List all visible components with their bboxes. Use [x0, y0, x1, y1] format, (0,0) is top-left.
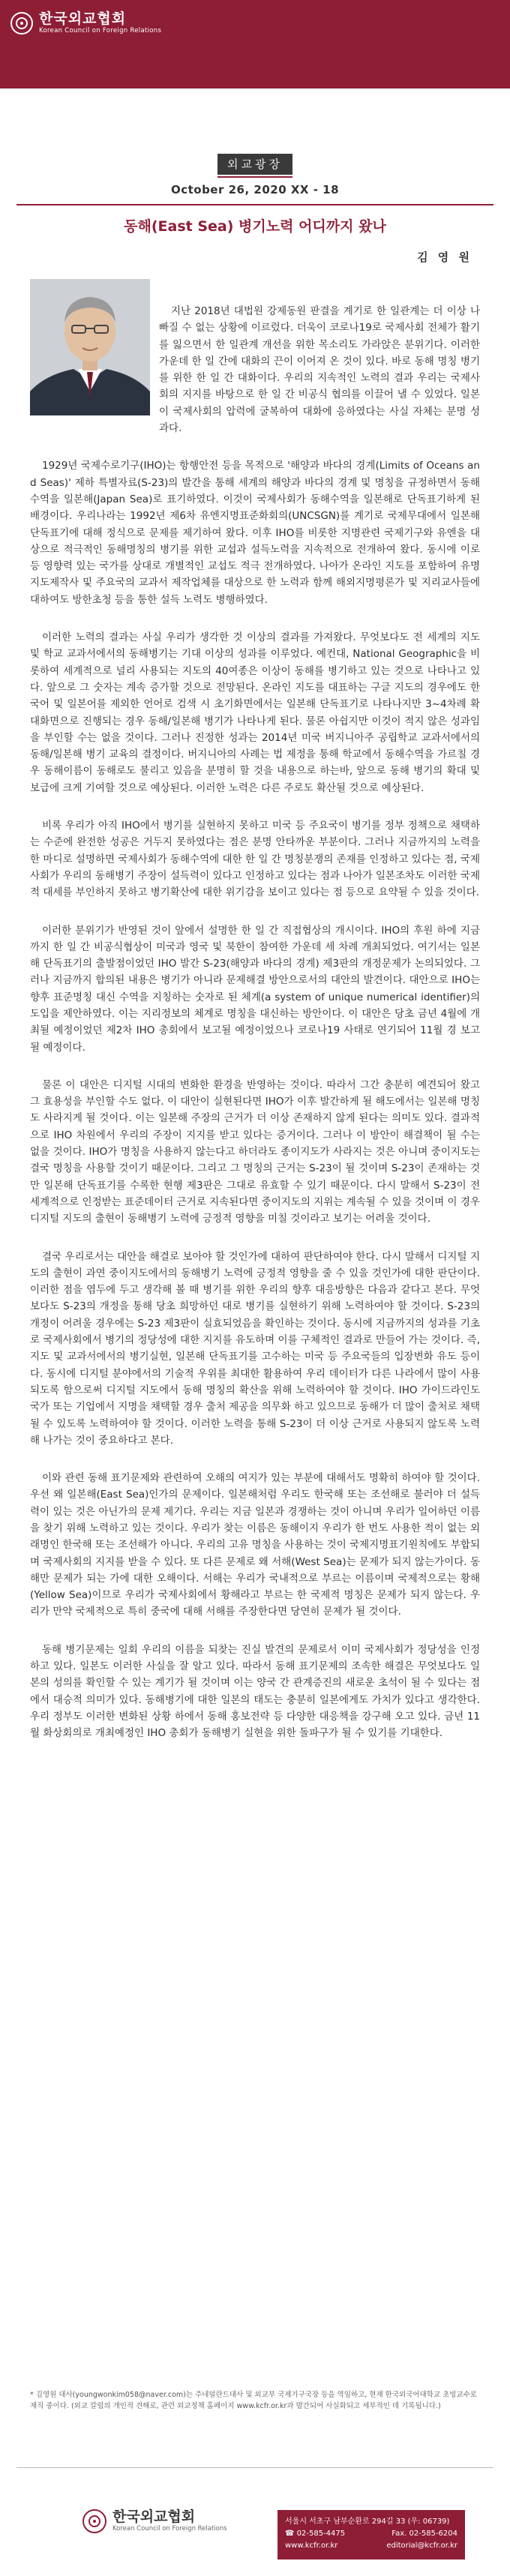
author-name: 김 영 원 [417, 250, 472, 264]
org-name-en: Korean Council on Foreign Relations [39, 27, 162, 34]
footer-address: 서울시 서초구 남부순환로 294길 33 (우: 06739) [285, 2518, 450, 2526]
footer-emblem-icon [82, 2509, 106, 2533]
footer-tel: ☎ 02-585-4475 [285, 2530, 346, 2538]
org-name-ko: 한국외교협회 [39, 10, 127, 27]
column-badge [218, 154, 292, 181]
footer [0, 2501, 510, 2576]
header-banner [0, 0, 510, 88]
issue-date: October 26, 2020 XX - 18 [170, 183, 340, 196]
footer-fax: Fax. 02-585-6204 [392, 2530, 458, 2538]
footer-org-name-ko: 한국외교협회 [112, 2509, 196, 2525]
paragraph-8: 이와 관련 동해 표기문제와 관련하여 오해의 여지가 있는 부분에 대해서도 명확히 하여야 할 것이다. 우선 왜 일본해(East Sea)인가의 문제이다. 일본해처럼 우리도 한국해 또는 조선해로 불러야 더 설득력이 있는 것은 아닌가의 문제 제기다. 우리는 지금 일본과 경쟁하는 것이 아니며 우리가 일어하던 이름을 찾기 위해 노력하고 있는 것이다. 우리가 찾는 이름은 동해이지 우리가 한 번도 사용한 적이 없는 외래명인 한국해 또는 조선해가 아니다. 우리의 고유 명칭을 사용하는 것이 국제지명표기원칙에도 부합되며 국제사회의 지지를 받을 수 있다. 또 다른 문제로 왜 서해(West Sea)는 문제가 되지 않는가이다. 동해만 문제가 되는 가에 대한 오해이다. 서해는 우리가 국내적으로 부르는 이름이며 국제적으로는 황해(Yellow Sea)이므로 우리가 국제사회에서 황해라고 부르는 한 국제적 명칭은 문제가 되지 않는다. 우리가 만약 국제적으로 특히 중국에 대해 서해를 주장한다면 당연히 문제가 될 것이다. [30, 1472, 480, 1618]
paragraph-5: 이러한 분위기가 반영된 것이 앞에서 설명한 한 일 간 직접협상의 개시이다. IHO의 후원 하에 지금까지 한 일 간 비공식협상이 미국과 영국 및 북한이 참여한 가운데 세 차례 개최되었다. 여기서는 일본해 단독표기의 출발점이었던 IHO 발간 S-23(해양과 바다의 경계) 제3판의 개정문제가 논의되었다. 그러나 지금까지 합의된 내용은 병기가 아니라 문제해결 방안으로서의 대안의 발견이다. 대안으로 IHO는 향후 표준명칭 대신 수역을 지칭하는 숫자로 된 체계(a system of unique numerical identifier)의 도입을 제안하였다. 이는 지리정보의 체계로 명칭을 대신하는 방안이다. 이 대안은 당초 금년 4월에 개최될 예정이었던 제2차 IHO 총회에서 보고될 예정이었으나 코로나19 사태로 연기되어 11월 경 보고될 예정이다. [30, 924, 480, 1054]
paragraph-9: 동해 병기문제는 일회 우리의 이름을 되찾는 진실 발견의 문제로서 이미 국제사회가 정당성을 인정하고 있다. 일본도 이러한 사실을 잘 알고 있다. 따라서 동해 표기문제의 조속한 해결은 무엇보다도 일본의 성의를 확인할 수 있는 계기가 될 것이며 이는 양국 간 관계증진의 새로운 초석이 될 수 있다는 점에서 대승적 의미가 있다. 동해병기에 대한 일본의 태도는 충분히 일본에게도 가치가 있다고 생각한다. 우리 정부도 이러한 변화된 상황 하에서 동해 홍보전략 등 다양한 대응책을 강구해 오고 있다. 금년 11월 화상회의로 개최예정인 IHO 총회가 동해병기 실현을 위한 돌파구가 될 수 있기를 기대한다. [30, 1643, 480, 1740]
article-body [30, 303, 480, 1763]
paragraph-3: 이러한 노력의 결과는 사실 우리가 생각한 것 이상의 결과를 가져왔다. 무엇보다도 전 세계의 지도 및 학교 교과서에서의 동해병기는 기대 이상의 성과를 이루었다. 예컨대, National Geographic을 비롯하여 세계적으로 널리 사용되는 지도의 40여종은 이상이 동해를 병기하고 있는 것으로 나타나고 있다. 앞으로 그 숫자는 계속 증가할 것으로 전망된다. 온라인 지도를 대표하는 구글 지도의 경우에도 한국어 및 일본어를 제외한 언어로 검색 시 초기화면에서는 일본해 단독표기로 나타나지만 3~4차례 확대화면으로 진행되는 경우 동해/일본해 병기가 나타나게 된다. 물론 아쉽지만 이것이 적지 않은 성과임을 부인할 수는 없을 것이다. 그러나 진정한 성과는 2014년 미국 버지니아주 공립학교 교과서에서의 동해/일본해 병기 교육의 결정이다. 버지니아의 사례는 법 제정을 통해 학교에서 동해수역을 가르칠 경우 동해이름이 동해로도 불리고 있음을 분명히 할 것을 내용으로 하는바, 앞으로 동해 병기의 확대 및 보급에 크게 기여할 것으로 예상된다. 이러한 노력은 다른 주로도 확산될 것으로 예상된다. [30, 631, 480, 794]
paragraph-6: 물론 이 대안은 디지털 시대의 변화한 환경을 반영하는 것이다. 따라서 그간 충분히 예견되어 왔고 그 효용성을 부인할 수도 없다. 이 대안이 실현된다면 IHO가 이후 발간하게 될 해도에서는 일본해 명칭도 사라지게 될 것이다. 이는 일본해 주장의 근거가 더 이상 존재하지 않게 된다는 의미도 있다. 결과적으로 IHO 차원에서 우리의 주장이 지지를 받고 있다는 증거이다. 그러나 이 방안이 해결책이 될 수는 없을 것이다. IHO가 명칭을 사용하지 않는다고 하더라도 종이지도가 사라지는 것은 아니며 중이지도는 결국 명칭을 사용할 것이기 때문이다. 그리고 그 명칭의 근거는 S-23이 될 것이며 S-23이 존재하는 것만 일본해 단독표기를 수록한 현행 제3판은 그대로 유효할 수 있기 때문이다. 다시 말해서 S-23이 전 세계적으로 인정받는 표준데이터 근거로 지속된다면 중이지도의 지위는 계속될 수 있을 것이며 이 경우 디지털 지도의 출현이 동해병기 노력에 긍정적 영향을 미칠 것이라고 보기는 어려울 것이다. [30, 1078, 480, 1225]
badge-underline [218, 176, 292, 178]
paragraph-4: 비록 우리가 아직 IHO에서 병기를 실현하지 못하고 미국 등 주요국이 병기를 정부 정책으로 채택하는 수준에 완전한 성공은 거두지 못하였다는 점은 분명 안타까운 부분이다. 그러나 지금까지의 노력을 한 마디로 설명하면 국제사회가 동해수역에 대한 한 일 간 명칭분쟁의 존재를 인정하고 있다는 점, 국제사회가 우리의 동해병기 주장이 설득력이 있다고 인정하고 있다는 점과 나아가 일본조차도 이러한 국제적 대세를 부인하지 못하고 병기확산에 대한 위기감을 보이고 있다는 점 등으로 요약될 수 있을 것이다. [30, 820, 480, 899]
title-divider [16, 204, 494, 205]
footer-divider [16, 2467, 494, 2468]
org-logo [10, 10, 161, 35]
footer-email-link[interactable]: editorial@kcfr.or.kr [386, 2542, 458, 2550]
article-title: 동해(East Sea) 병기노력 어디까지 왔나 [124, 218, 386, 235]
paragraph-2: 1929년 국제수로기구(IHO)는 항행안전 등을 목적으로 '해양과 바다의 경계(Limits of Oceans and Seas)' 제하 특별자료(S-23)의 발간을 통해 세계의 해양과 바다의 경계 및 명칭을 규정하면서 동해수역을 일본해(Japan Sea)로 표기하였다. 이것이 국제사회가 동해수역을 일본해로 단독표기하게 된 배경이다. 우리나라는 1992년 제6차 유엔지명표준화회의(UNCSGN)를 계기로 국제무대에서 일본해 단독표기에 대해 정식으로 문제를 제기하여 왔다. 이후 IHO를 비롯한 지명관련 국제기구와 유엔을 대상으로 적극적인 동해명칭의 병기를 위한 교섭과 설득노력을 지속적으로 전개하여 왔다. 동시에 이로 등 영향력 있는 국가를 상대로 개별적인 교섭도 적극 전개하였다. 나아가 온라인 지도를 포함하여 유명 지도제작사 및 주요국의 교과서 제작업체를 대상으로 한 노력과 함께 해외지명평론가 및 지리교사들에 대하여도 방한초청 등을 통한 설득 노력도 병행하였다. [30, 460, 480, 606]
org-emblem-icon [10, 12, 33, 34]
footer-contact-box [278, 2510, 465, 2560]
footer-org-name-en: Korean Council on Foreign Relations [112, 2525, 227, 2533]
paragraph-7: 결국 우리로서는 대안을 해결로 보아야 할 것인가에 대하여 판단하여야 한다. 다시 말해서 디지털 지도의 출현이 과연 중이지도에서의 동해병기 노력에 긍정적 영향을 줄 수 있을 것인가에 대한 판단이다. 이러한 점을 염두에 두고 생각해 볼 때 병기를 위한 우리의 향후 대응방향은 다음과 같다고 본다. 무엇보다도 S-23의 개정을 통해 당초 희망하던 대로 병기를 실현하기 위해 노력하여야 할 것이다. S-23의 개정이 어려울 경우에는 S-23 제3판이 실효되었음을 확인하는 것이다. 동시에 지금까지의 성과를 기초로 국제사회에서 병기의 정당성에 대한 지지를 유도하며 이를 구체적인 결과로 만들어 가는 것이다. 즉, 지도 및 교과서에서의 병기실현, 일본해 단독표기를 고수하는 미국 등 주요국들의 입장변화 유도 등이다. 동시에 디지털 분야에서의 기술적 우위를 최대한 활용하여 우리 데이터가 다른 나라에서 많이 사용되도록 함으로써 디지털 지도에서 동해 명칭의 확산을 위해 노력하여야 할 것이다. IHO 가이드라인도 국가 또는 기업에서 지명을 채택할 경우 출처 제공을 의무화 하고 있으므로 동해가 더 많이 출처로 채택될 수 있도록 노력하여야 할 것이다. 이러한 노력을 통해 S-23이 더 이상 근거로 사용되지 않도록 노력해 나가는 것이 중요하다고 본다. [30, 1250, 480, 1447]
column-badge-label: 외교광장 [218, 154, 292, 175]
author-footnote: * 김영원 대사(youngwonkim058@naver.com)는 주네덜란드대사 및 외교부 국제기구국장 등을 역임하고, 현재 한국외국어대학교 초빙교수로 재직 중이다. (외교 칼럼의 개인적 견해로, 관련 외교정책 홈페이지 www.kcfr.or.kr과 발간되어 사실화되고 세부적인 데 기록됩니다.) [30, 2391, 477, 2410]
footer-logo [82, 2509, 227, 2533]
paragraph-1: 지난 2018년 대법원 강제동원 판결을 계기로 한 일관계는 더 이상 나빠질 수 없는 상황에 이르렀다. 더욱이 코로나19로 국제사회 전체가 활기를 잃으면서 한 일관계 개선을 위한 목소리도 가라앉은 분위기다. 이러한 가운데 한 일 간에 대화의 끈이 이어져 온 것이 있다. 바로 동해 명칭 병기를 위한 한 일 간 대화이다. 우리의 지속적인 노력의 결과 우리는 국제사회의 지지를 바탕으로 한 일 간 비공식 협의를 이끌어 낼 수 있었다. 일본이 국제사회의 압력에 굴복하여 대화에 응하였다는 사실 자체는 분명 성과다. [159, 305, 480, 435]
footer-website-link[interactable]: www.kcfr.or.kr [285, 2542, 338, 2550]
